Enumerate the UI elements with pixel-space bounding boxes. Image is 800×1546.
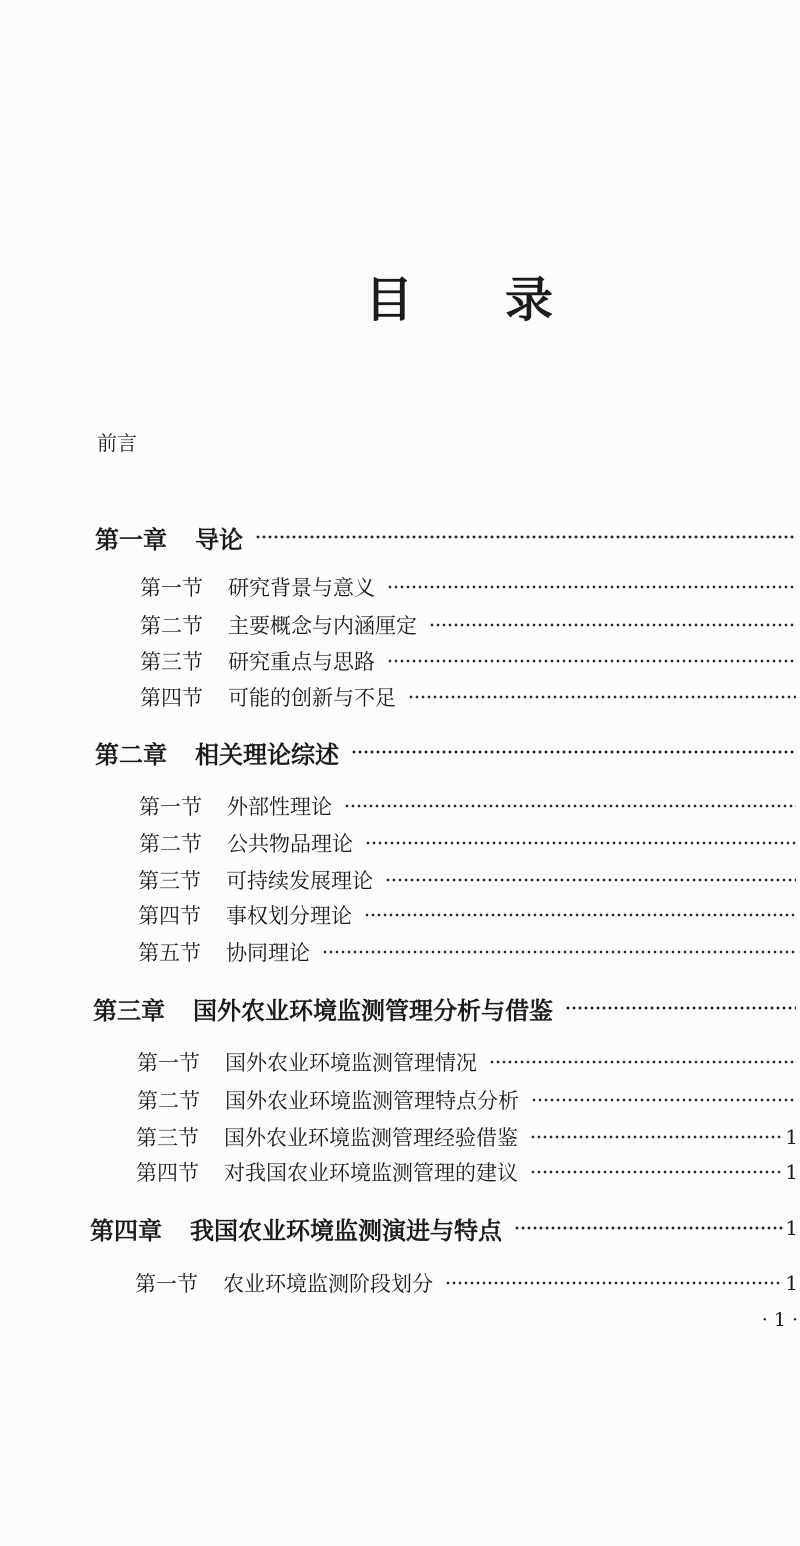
dot-leader bbox=[255, 521, 796, 553]
toc-chapter-2 bbox=[95, 736, 798, 768]
chapter-label: 第三章 bbox=[93, 995, 165, 1024]
dot-leader bbox=[387, 646, 796, 676]
toc-section-2-5 bbox=[138, 937, 798, 967]
toc-section-4-1 bbox=[135, 1268, 798, 1298]
section-title: 事权划分理论 bbox=[226, 904, 352, 928]
page-number: 1 bbox=[785, 1216, 798, 1240]
section-title: 公共物品理论 bbox=[227, 832, 353, 856]
toc-chapter-4 bbox=[90, 1212, 798, 1244]
dot-leader bbox=[344, 791, 796, 821]
section-label: 第一节 bbox=[139, 795, 202, 819]
section-label: 第四节 bbox=[140, 686, 203, 710]
toc-section-1-4 bbox=[140, 682, 798, 712]
toc-section-2-4 bbox=[138, 900, 798, 930]
toc-section-1-3 bbox=[140, 646, 798, 676]
section-title: 国外农业环境监测管理情况 bbox=[225, 1051, 477, 1075]
toc-section-3-1 bbox=[137, 1047, 798, 1077]
dot-leader bbox=[365, 828, 796, 858]
section-title: 研究重点与思路 bbox=[228, 650, 375, 674]
page-title: 目 录 bbox=[365, 272, 576, 328]
toc-chapter-3 bbox=[93, 992, 798, 1024]
section-label: 第三节 bbox=[140, 650, 203, 674]
chapter-title: 导论 bbox=[195, 524, 243, 553]
dot-leader bbox=[445, 1268, 783, 1298]
section-label: 第一节 bbox=[140, 576, 203, 600]
dot-leader bbox=[530, 1157, 783, 1187]
page-footer-number: · 1 · bbox=[761, 1309, 798, 1331]
dot-leader bbox=[364, 900, 796, 930]
toc-preface: 前言 bbox=[97, 431, 137, 455]
section-label: 第三节 bbox=[138, 869, 201, 893]
dot-leader bbox=[387, 572, 796, 602]
section-label: 第五节 bbox=[138, 941, 201, 965]
dot-leader bbox=[489, 1047, 796, 1077]
section-label: 第二节 bbox=[139, 832, 202, 856]
chapter-title: 相关理论综述 bbox=[195, 739, 339, 768]
section-title: 研究背景与意义 bbox=[228, 576, 375, 600]
chapter-label: 第二章 bbox=[95, 739, 167, 768]
toc-section-3-4 bbox=[136, 1157, 798, 1187]
chapter-label: 第一章 bbox=[95, 524, 167, 553]
page-number: 1 bbox=[785, 1125, 798, 1149]
section-title: 农业环境监测阶段划分 bbox=[223, 1272, 433, 1296]
section-label: 第三节 bbox=[136, 1126, 199, 1150]
dot-leader bbox=[530, 1122, 783, 1152]
section-title: 国外农业环境监测管理特点分析 bbox=[225, 1089, 519, 1113]
section-title: 主要概念与内涵厘定 bbox=[228, 614, 417, 638]
toc-section-3-3 bbox=[136, 1122, 798, 1152]
toc-section-2-1 bbox=[139, 791, 798, 821]
section-label: 第一节 bbox=[135, 1272, 198, 1296]
toc-section-3-2 bbox=[137, 1085, 798, 1115]
section-title: 可持续发展理论 bbox=[226, 869, 373, 893]
section-label: 第四节 bbox=[136, 1161, 199, 1185]
toc-section-1-2 bbox=[140, 610, 798, 640]
dot-leader bbox=[408, 682, 796, 712]
section-label: 第四节 bbox=[138, 904, 201, 928]
chapter-title: 我国农业环境监测演进与特点 bbox=[190, 1215, 502, 1244]
chapter-title: 国外农业环境监测管理分析与借鉴 bbox=[193, 995, 553, 1024]
dot-leader bbox=[531, 1085, 796, 1115]
section-title: 外部性理论 bbox=[227, 795, 332, 819]
toc-section-2-2 bbox=[139, 828, 798, 858]
dot-leader bbox=[565, 992, 796, 1024]
section-title: 可能的创新与不足 bbox=[228, 686, 396, 710]
dot-leader bbox=[322, 937, 796, 967]
section-label: 第一节 bbox=[137, 1051, 200, 1075]
section-title: 协同理论 bbox=[226, 941, 310, 965]
section-label: 第二节 bbox=[137, 1089, 200, 1113]
section-label: 第二节 bbox=[140, 614, 203, 638]
page-number: 1 bbox=[785, 1271, 798, 1295]
toc-section-1-1 bbox=[140, 572, 798, 602]
chapter-label: 第四章 bbox=[90, 1215, 162, 1244]
section-title: 对我国农业环境监测管理的建议 bbox=[224, 1161, 518, 1185]
dot-leader bbox=[385, 865, 796, 895]
dot-leader bbox=[514, 1212, 783, 1244]
dot-leader bbox=[429, 610, 796, 640]
page-number: 1 bbox=[785, 1160, 798, 1184]
section-title: 国外农业环境监测管理经验借鉴 bbox=[224, 1126, 518, 1150]
dot-leader bbox=[351, 736, 796, 768]
toc-chapter-1 bbox=[95, 521, 798, 553]
toc-section-2-3 bbox=[138, 865, 798, 895]
